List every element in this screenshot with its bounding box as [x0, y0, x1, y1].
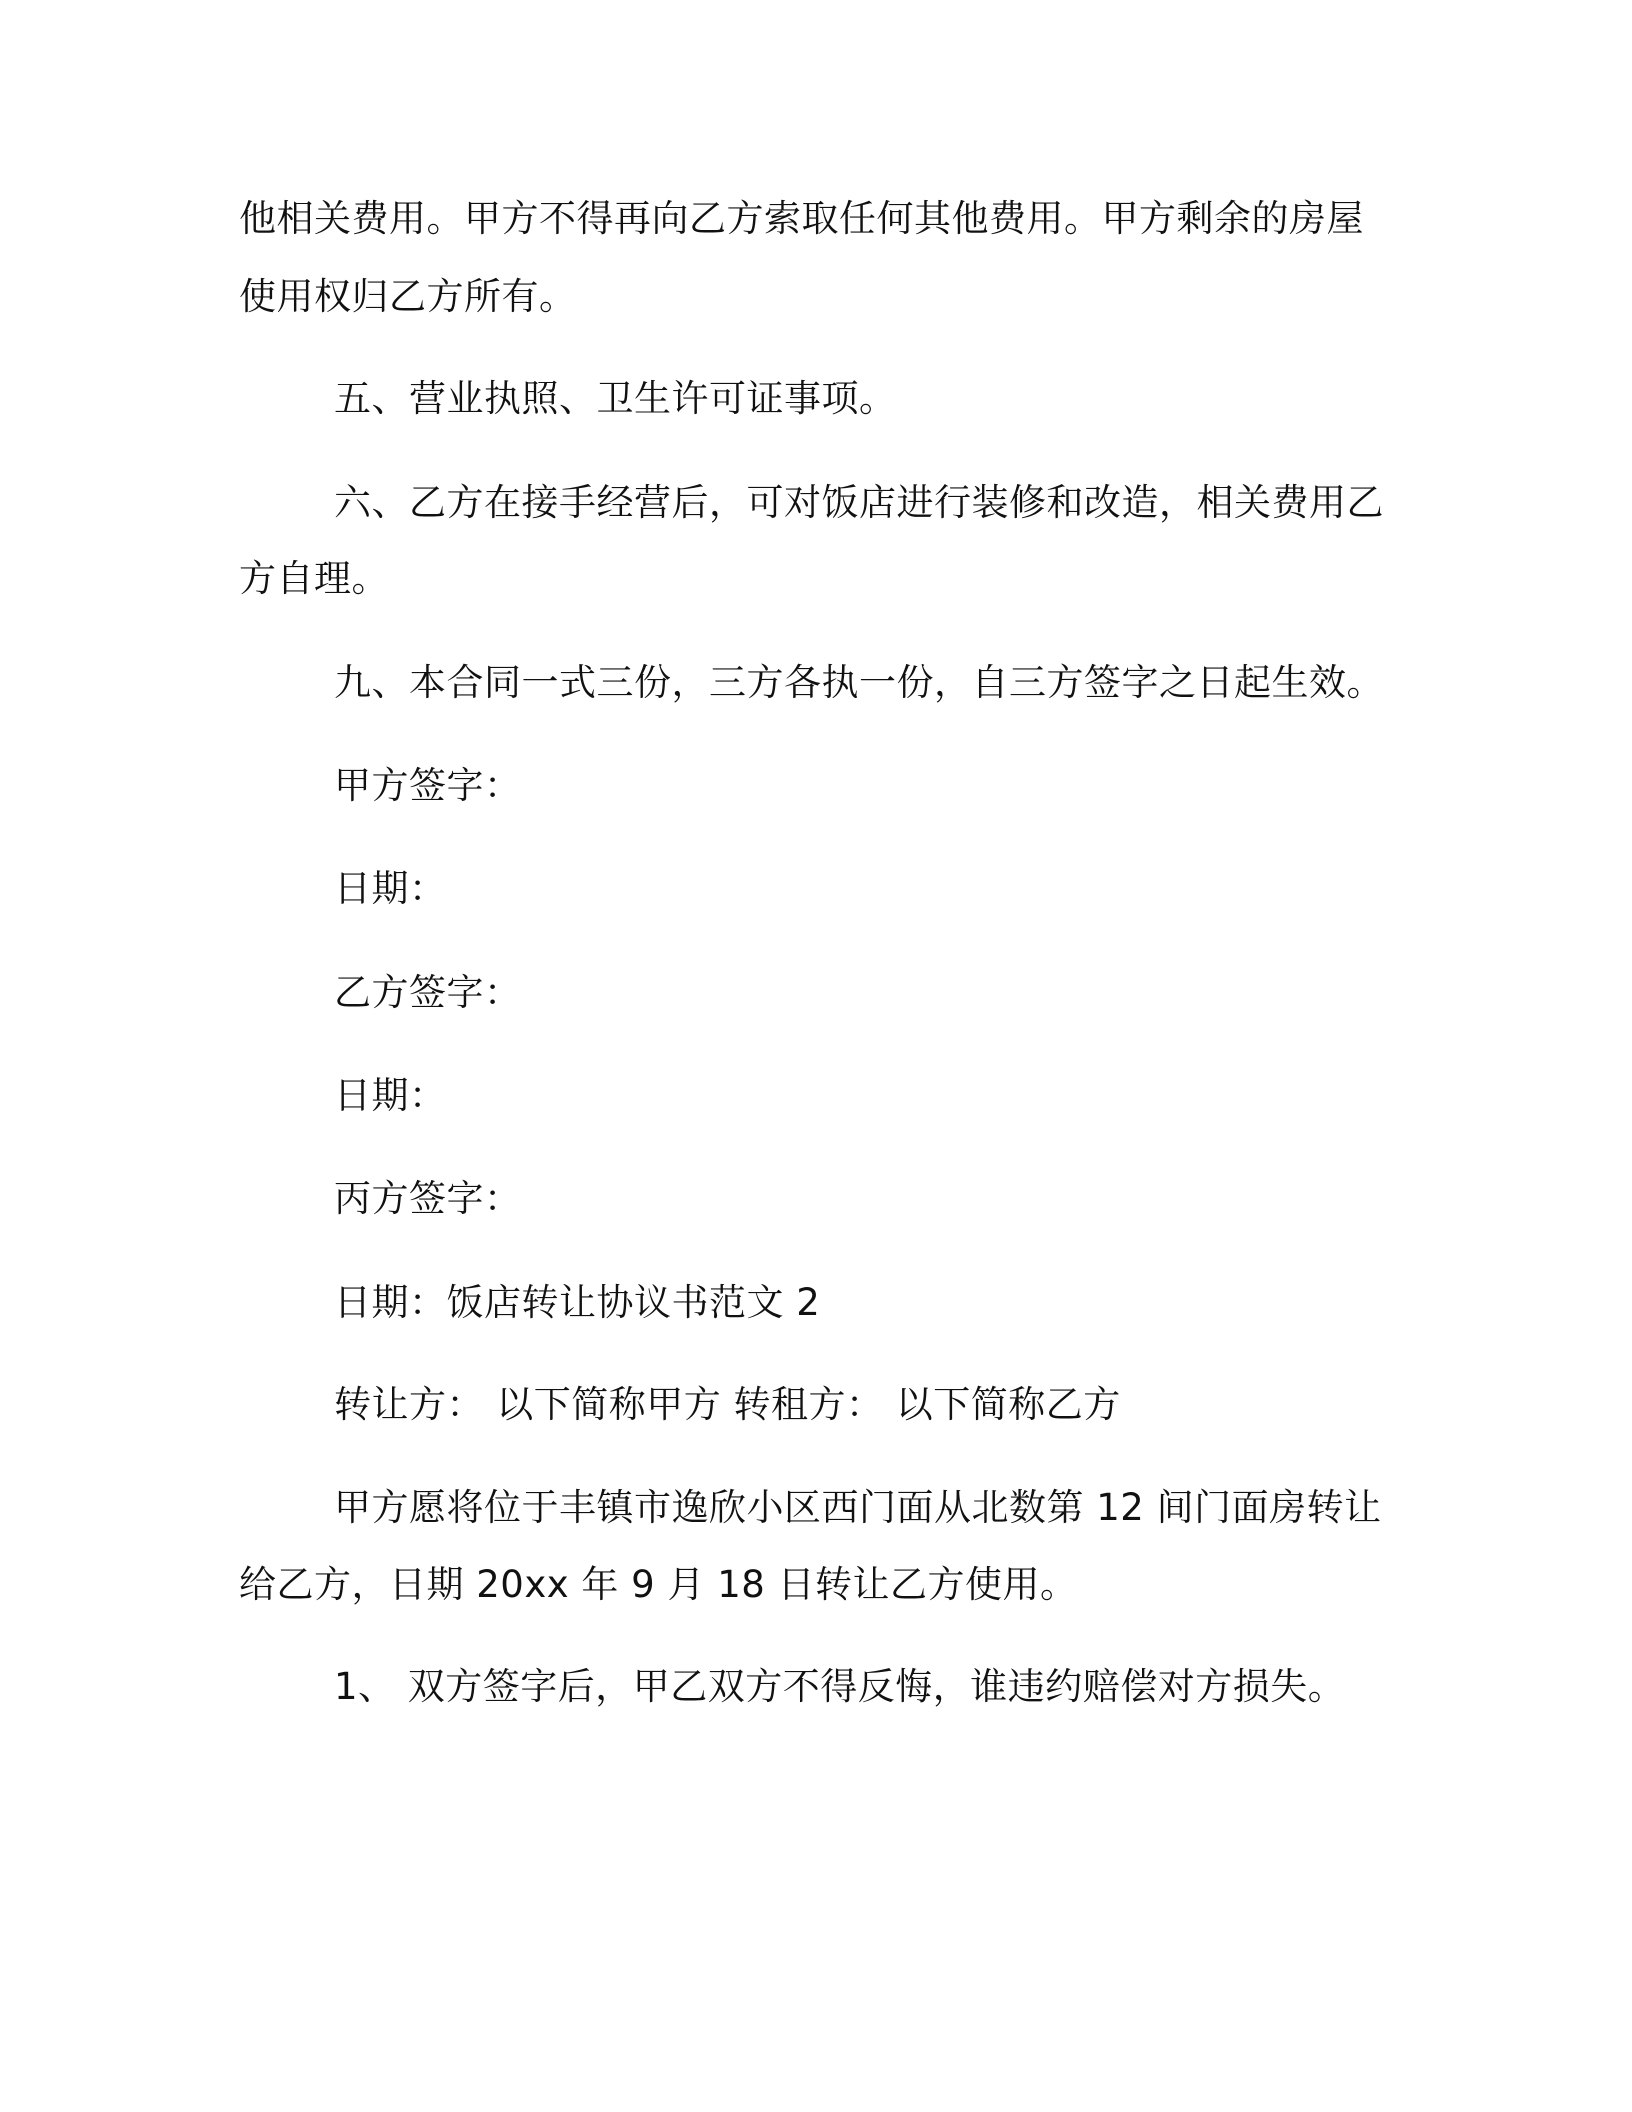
paragraph-line: 他相关费用。甲方不得再向乙方索取任何其他费用。甲方剩余的房屋: [239, 197, 1364, 240]
clause-five: 五、营业执照、卫生许可证事项。: [334, 377, 897, 420]
clause-nine: 九、本合同一式三份，三方各执一份，自三方签字之日起生效。: [334, 661, 1384, 704]
paragraph-line: 甲方愿将位于丰镇市逸欣小区西门面从北数第 12 间门面房转让: [334, 1486, 1382, 1529]
paragraph-line: 给乙方，日期 20xx 年 9 月 18 日转让乙方使用。: [239, 1563, 1078, 1606]
date-and-heading-line: 日期：饭店转让协议书范文 2: [334, 1281, 821, 1324]
party-c-signature-label: 丙方签字：: [334, 1177, 522, 1220]
clause-one: 1、 双方签字后，甲乙双方不得反悔，谁违约赔偿对方损失。: [334, 1665, 1346, 1708]
paragraph-line: 方自理。: [239, 557, 389, 600]
paragraph-line: 使用权归乙方所有。: [239, 275, 577, 318]
parties-line: 转让方： 以下简称甲方 转租方： 以下简称乙方: [334, 1383, 1121, 1426]
date-label: 日期：: [334, 867, 447, 910]
party-b-signature-label: 乙方签字：: [334, 971, 522, 1014]
clause-six: 六、乙方在接手经营后，可对饭店进行装修和改造，相关费用乙: [334, 481, 1384, 524]
party-a-signature-label: 甲方签字：: [334, 764, 522, 807]
date-label: 日期：: [334, 1074, 447, 1117]
